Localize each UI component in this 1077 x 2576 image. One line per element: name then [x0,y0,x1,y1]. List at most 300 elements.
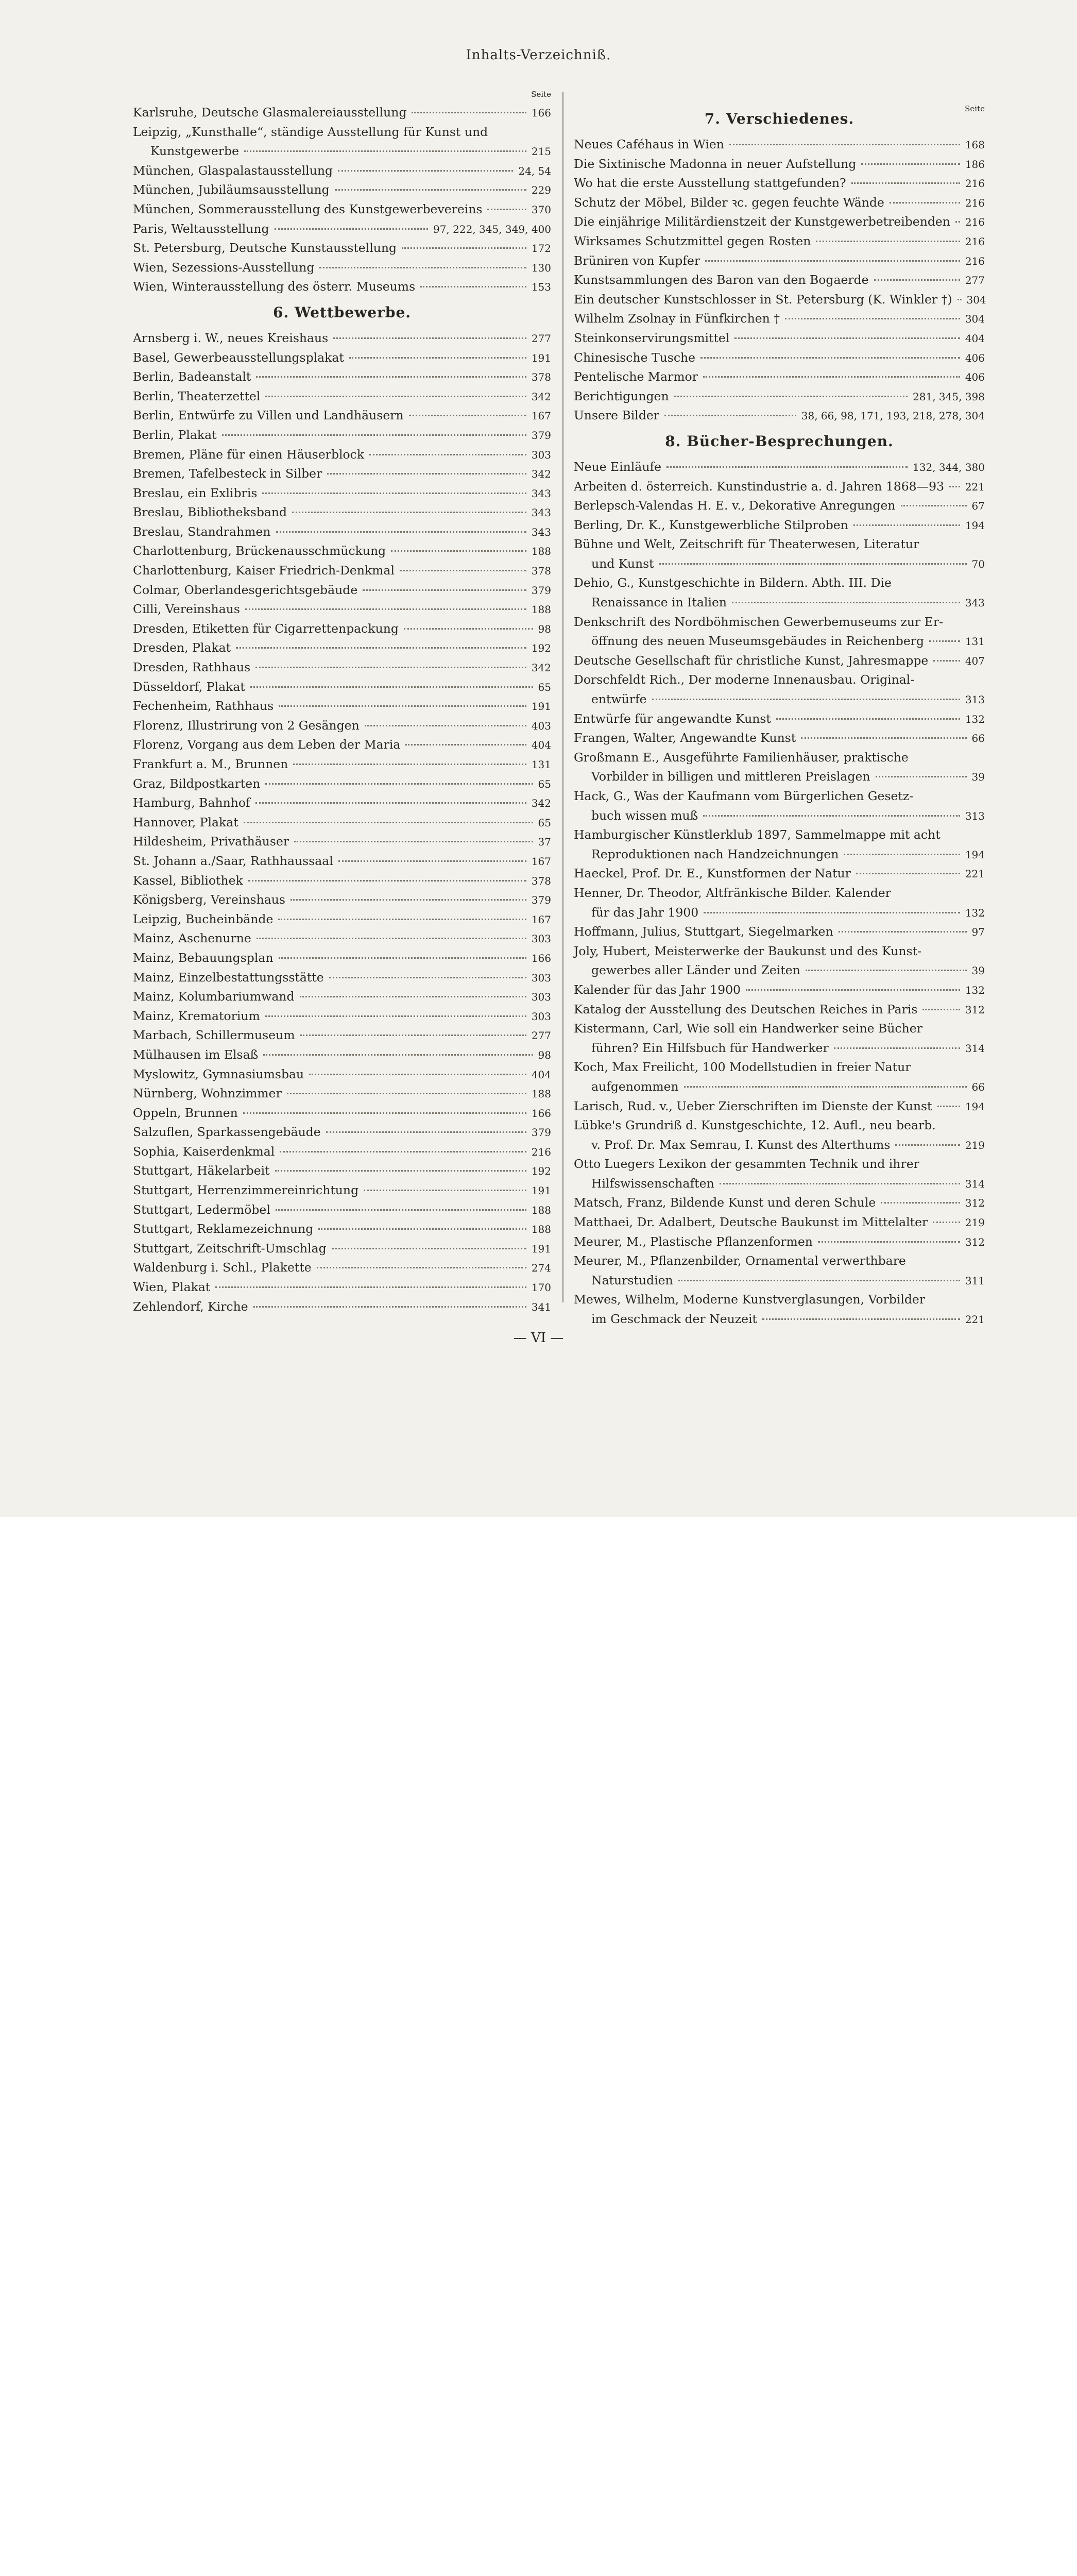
index-entry [574,270,985,290]
entry-title: Stuttgart, Häkelarbeit [133,1163,270,1178]
entry-title: München, Jubiläumsausstellung [133,182,330,197]
index-entry [133,832,551,852]
index-entry [133,910,551,929]
entry-title: entwürfe [591,692,647,707]
entry-page-ref: 191 [531,1184,551,1197]
index-entry [574,406,985,426]
entry-title: buch wissen muß [591,808,698,823]
index-entry [133,890,551,910]
index-entry [133,600,551,619]
dot-leader [333,337,526,339]
index-entry [133,387,551,406]
index-entry [133,348,551,368]
index-entry [574,593,985,613]
dot-leader [785,318,960,319]
entry-page-ref: 343 [531,526,551,538]
entry-title: Wilhelm Zsolnay in Fünfkirchen † [574,311,780,326]
entry-page-ref: 341 [531,1300,551,1313]
entry-title: Graz, Bildpostkarten [133,776,261,791]
dot-leader [276,531,526,533]
index-entry [133,277,551,297]
entry-page-ref: 97, 222, 345, 349, 400 [433,223,551,235]
entry-page-ref: 221 [965,480,985,493]
dot-leader [318,1228,526,1230]
dot-leader [255,802,526,804]
entry-page-ref: 39 [971,771,985,784]
entry-page-ref: 370 [531,203,551,216]
index-entry [574,942,985,961]
index-entry [574,748,985,768]
entry-title: Pentelische Marmor [574,369,698,384]
entry-title: Mewes, Wilhelm, Moderne Kunstverglasungen, Vorbilder [574,1292,926,1307]
index-entry [133,987,551,1007]
entry-page-ref: 303 [531,1010,551,1023]
index-entry [133,1104,551,1123]
index-entry [574,787,985,806]
entry-page-ref: 312 [965,1197,985,1210]
section-heading: 8. Bücher-Besprechungen. [665,432,894,450]
entry-title: Cilli, Vereinshaus [133,602,240,617]
dot-leader [326,1131,526,1133]
index-entry [574,884,985,903]
entry-page-ref: 37 [538,836,551,849]
dot-leader [236,647,526,649]
entry-page-ref: 168 [965,139,985,151]
index-entry [574,193,985,213]
index-entry [133,1297,551,1317]
index-entry [133,871,551,891]
dot-leader [290,899,526,901]
index-entry [574,1193,985,1213]
entry-title: Reproduktionen nach Handzeichnungen [591,846,839,861]
index-entry [133,426,551,445]
index-entry [574,1136,985,1155]
dot-leader [294,841,533,842]
entry-title: Dorschfeldt Rich., Der moderne Innenausbau. Original- [574,672,915,687]
page-title: Inhalts-Verzeichniß. [466,47,611,63]
dot-leader [245,608,526,610]
dot-leader [659,563,967,565]
entry-title: Kunstsammlungen des Baron van den Bogaerde [574,273,869,287]
index-entry [133,735,551,755]
entry-title: v. Prof. Dr. Max Semrau, I. Kunst des Alterthums [591,1137,891,1152]
entry-page-ref: 132 [965,906,985,919]
entry-page-ref: 216 [965,216,985,229]
entry-page-ref: 191 [531,700,551,713]
index-entry [574,1155,985,1174]
index-entry [133,793,551,813]
dot-leader [215,1286,526,1288]
index-entry [574,709,985,729]
entry-title: Hamburg, Bahnhof [133,795,250,810]
entry-title: Paris, Weltausstellung [133,221,269,236]
index-entry [574,212,985,232]
dot-leader [762,1318,960,1320]
entry-page-ref: 219 [965,1216,985,1229]
entry-title: Lübke's Grundriß d. Kunstgeschichte, 12. Aufl., neu bearb. [574,1118,936,1133]
index-entry [574,864,985,884]
dot-leader [412,112,526,113]
entry-page-ref: 304 [965,313,985,326]
dot-leader [319,267,526,268]
entry-title: Florenz, Illustrirung von 2 Gesängen [133,718,360,733]
entry-page-ref: 229 [531,184,551,197]
entry-page-ref: 216 [965,235,985,248]
entry-page-ref: 191 [531,1242,551,1255]
entry-page-ref: 132, 344, 380 [913,461,985,473]
entry-title: Nürnberg, Wohnzimmer [133,1086,282,1101]
index-entry [133,1142,551,1162]
entry-page-ref: 277 [965,274,985,287]
entry-title: Düsseldorf, Plakat [133,679,245,694]
dot-leader [265,396,526,397]
index-entry [133,697,551,716]
index-entry [133,1200,551,1220]
entry-page-ref: 303 [531,991,551,1004]
dot-leader [851,182,960,184]
entry-title: Berlin, Plakat [133,427,217,442]
index-entry [133,1239,551,1259]
dot-leader [279,705,526,707]
column-divider [562,92,563,1302]
dot-leader [263,1054,533,1056]
entry-title: Vorbilder in billigen und mittleren Preislagen [591,769,870,784]
entry-title: Denkschrift des Nordböhmischen Gewerbemuseums zur Er- [574,614,944,629]
entry-page-ref: 215 [531,145,551,158]
entry-page-ref: 216 [965,177,985,190]
dot-leader [327,473,526,474]
dot-leader [292,512,526,513]
dot-leader [700,357,960,359]
entry-title: Großmann E., Ausgeführte Familienhäuser, praktische [574,750,909,765]
entry-page-ref: 167 [531,410,551,422]
index-entry [133,200,551,219]
entry-page-ref: 342 [531,468,551,481]
dot-leader [703,376,960,378]
index-entry [574,290,985,310]
entry-title: Dehio, G., Kunstgeschichte in Bildern. Abth. III. Die [574,575,892,590]
entry-page-ref: 188 [531,545,551,558]
index-entry [133,1278,551,1297]
entry-page-ref: 192 [531,642,551,655]
entry-page-ref: 153 [531,281,551,294]
entry-page-ref: 172 [531,242,551,255]
entry-title: Dresden, Etiketten für Cigarrettenpackung [133,621,399,636]
entry-title: Arbeiten d. österreich. Kunstindustrie a. d. Jahren 1868—93 [574,479,945,494]
dot-leader [391,550,526,552]
index-entry [574,825,985,845]
index-entry [133,1045,551,1065]
entry-title: Die einjährige Militärdienstzeit der Kunstgewerbetreibenden [574,214,950,229]
dot-leader [806,970,967,971]
entry-title: Berlin, Theaterzettel [133,388,261,403]
entry-title: Hamburgischer Künstlerklub 1897, Sammelmappe mit acht [574,827,941,842]
entry-title: gewerbes aller Länder und Zeiten [591,963,800,978]
entry-title: München, Glaspalastausstellung [133,163,333,178]
index-entry [133,813,551,833]
dot-leader [300,996,526,997]
entry-page-ref: 194 [965,848,985,861]
entry-page-ref: 166 [531,1107,551,1120]
dot-leader [955,221,960,223]
index-entry [133,239,551,258]
dot-leader [876,776,967,777]
entry-page-ref: 188 [531,603,551,616]
entry-page-ref: 379 [531,584,551,597]
dot-leader [933,1222,960,1223]
entry-title: Brüniren von Kupfer [574,253,700,268]
entry-page-ref: 188 [531,1204,551,1216]
index-entry [133,142,551,161]
entry-title: St. Petersburg, Deutsche Kunstausstellung [133,241,397,256]
dot-leader [279,957,526,959]
dot-leader [776,718,960,720]
index-entry [133,445,551,465]
entry-title: Katalog der Ausstellung des Deutschen Reiches in Paris [574,1002,918,1016]
entry-page-ref: 343 [965,597,985,609]
index-entry [574,767,985,787]
entry-title: Hilfswissenschaften [591,1176,714,1191]
dot-leader [369,454,526,455]
index-column-left [133,103,551,1316]
entry-title: Neues Caféhaus in Wien [574,137,724,151]
dot-leader [895,1144,960,1146]
dot-leader [732,602,960,603]
entry-page-ref: 216 [965,196,985,209]
index-entry [133,755,551,774]
index-entry [574,496,985,516]
entry-title: Breslau, ein Exlibris [133,485,258,500]
index-entry [574,387,985,406]
index-entry [574,477,985,497]
entry-page-ref: 188 [531,1223,551,1236]
entry-page-ref: 379 [531,894,551,907]
dot-leader [317,1267,526,1268]
entry-title: Frangen, Walter, Angewandte Kunst [574,731,796,745]
entry-page-ref: 379 [531,1126,551,1139]
index-entry [574,1232,985,1252]
dot-leader [678,1280,960,1281]
entry-page-ref: 311 [965,1274,985,1287]
entry-page-ref: 378 [531,371,551,384]
entry-page-ref: 216 [965,255,985,267]
entry-title: Waldenburg i. Schl., Plakette [133,1260,312,1275]
index-entry [574,1097,985,1116]
dot-leader [222,434,526,436]
entry-page-ref: 403 [531,719,551,732]
dot-leader [275,1170,526,1172]
entry-page-ref: 131 [531,758,551,771]
dot-leader [901,505,967,506]
entry-page-ref: 130 [531,261,551,274]
entry-page-ref: 343 [531,487,551,500]
entry-title: aufgenommen [591,1079,679,1094]
dot-leader [293,764,526,765]
index-entry [574,1174,985,1194]
dot-leader [287,1093,526,1094]
index-entry [133,123,551,142]
index-entry [574,174,985,193]
entry-page-ref: 132 [965,713,985,725]
dot-leader [746,989,960,991]
dot-leader [332,1248,526,1249]
entry-page-ref: 98 [538,1048,551,1061]
index-entry [574,1310,985,1329]
index-entry [574,613,985,632]
entry-page-ref: 39 [971,964,985,977]
dot-leader [652,699,960,700]
entry-page-ref: 406 [965,351,985,364]
dot-leader [801,737,966,739]
dot-leader [405,744,526,745]
dot-leader [703,815,960,817]
entry-title: Berlin, Entwürfe zu Villen und Landhäusern [133,408,404,423]
index-entry [133,1161,551,1181]
entry-page-ref: 314 [965,1042,985,1055]
index-entry [574,573,985,593]
dot-leader [922,1009,960,1010]
entry-title: Breslau, Bibliotheksband [133,505,287,520]
entry-page-ref: 66 [971,1080,985,1093]
index-entry [574,1213,985,1232]
dot-leader [363,589,526,591]
index-entry [133,367,551,387]
index-entry [133,484,551,503]
entry-title: Larisch, Rud. v., Ueber Zierschriften im Dienste der Kunst [574,1098,932,1113]
dot-leader [250,686,533,688]
entry-page-ref: 170 [531,1281,551,1294]
dot-leader [684,1086,967,1088]
entry-title: Koch, Max Freilicht, 100 Modellstudien in freier Natur [574,1060,911,1075]
entry-title: Ein deutscher Kunstschlosser in St. Petersburg (K. Winkler †) [574,292,952,307]
entry-title: und Kunst [591,556,654,571]
entry-title: Haeckel, Prof. Dr. E., Kunstformen der Natur [574,866,851,881]
entry-title: Henner, Dr. Theodor, Altfränkische Bilder. Kalender [574,885,891,900]
index-entry [574,1039,985,1058]
entry-title: Wien, Sezessions-Ausstellung [133,260,315,275]
index-entry [133,180,551,200]
entry-title: Mainz, Bebauungsplan [133,950,273,965]
index-entry [133,716,551,736]
index-entry [133,464,551,484]
entry-title: führen? Ein Hilfsbuch für Handwerker [591,1040,829,1055]
dot-leader [365,725,526,726]
dot-leader [890,202,960,204]
entry-title: Hannover, Plakat [133,815,238,829]
dot-leader [338,860,526,862]
digitization-footer [0,1517,1077,1560]
entry-title: Stuttgart, Zeitschrift-Umschlag [133,1241,327,1256]
entry-page-ref: 131 [965,635,985,648]
page-column-label-right: Seite [965,104,985,113]
index-entry [133,1258,551,1278]
index-entry [574,1019,985,1039]
entry-title: Leipzig, Bucheinbände [133,911,273,926]
entry-title: Marbach, Schillermuseum [133,1028,295,1043]
entry-title: Stuttgart, Reklamezeichnung [133,1222,314,1236]
entry-title: Breslau, Standrahmen [133,524,271,539]
entry-title: Dresden, Plakat [133,640,231,655]
entry-title: Wirksames Schutzmittel gegen Rosten [574,233,811,248]
entry-page-ref: 342 [531,390,551,403]
index-entry [574,535,985,554]
entry-title: Wien, Plakat [133,1280,211,1295]
entry-page-ref: 378 [531,874,551,887]
entry-page-ref: 221 [965,1313,985,1326]
index-entry [574,1116,985,1136]
dot-leader [839,931,967,933]
dot-leader [861,163,960,165]
page-column-label-left: Seite [531,90,551,99]
entry-title: Karlsruhe, Deutsche Glasmalereiausstellung [133,105,407,120]
entry-title: Meurer, M., Pflanzenbilder, Ornamental verwerthbare [574,1253,906,1268]
entry-title: Berlepsch-Valendas H. E. v., Dekorative Anregungen [574,498,896,513]
entry-page-ref: 343 [531,506,551,519]
entry-title: Colmar, Oberlandesgerichtsgebäude [133,582,358,597]
entry-page-ref: 313 [965,693,985,706]
entry-page-ref: 24, 54 [518,164,551,177]
dot-leader [278,919,526,920]
index-entry [574,251,985,271]
dot-leader [262,493,526,494]
index-entry [574,516,985,535]
entry-title: Kassel, Bibliothek [133,873,243,888]
entry-title: Bühne und Welt, Zeitschrift für Theaterwesen, Literatur [574,537,919,552]
entry-title: Renaissance in Italien [591,595,727,610]
entry-page-ref: 277 [531,1029,551,1042]
index-entry [133,948,551,968]
index-entry [133,541,551,561]
entry-page-ref: 66 [971,732,985,745]
dot-leader [256,376,526,378]
dot-leader [816,241,960,242]
dot-leader [929,640,960,642]
entry-title: Wien, Winterausstellung des österr. Museums [133,279,416,294]
index-entry [133,1219,551,1239]
index-entry [574,961,985,980]
dot-leader [404,628,533,630]
entry-page-ref: 379 [531,429,551,442]
index-entry [133,1181,551,1200]
index-entry [574,348,985,368]
entry-page-ref: 303 [531,971,551,984]
entry-title: Arnsberg i. W., neues Kreishaus [133,330,329,345]
entry-title: Berichtigungen [574,388,669,403]
index-entry [574,922,985,942]
index-entry [574,1077,985,1097]
dot-leader [856,873,960,874]
entry-title: Charlottenburg, Kaiser Friedrich-Denkmal [133,563,395,578]
entry-page-ref: 281, 345, 398 [913,390,985,403]
dot-leader [300,1035,526,1036]
dot-leader [244,822,533,823]
entry-page-ref: 303 [531,933,551,945]
entry-title: Berling, Dr. K., Kunstgewerbliche Stilproben [574,517,848,532]
index-entry [574,980,985,1000]
index-entry [133,103,551,123]
dot-leader [818,1241,960,1243]
entry-title: Dresden, Rathhaus [133,660,251,675]
dot-leader [409,415,526,416]
section-heading: 7. Verschiedenes. [704,110,854,127]
dot-leader [349,357,526,359]
dot-leader [853,524,960,526]
entry-title: Leipzig, „Kunsthalle“, ständige Ausstellung für Kunst und [133,124,488,139]
entry-title: Chinesische Tusche [574,350,696,365]
entry-page-ref: 342 [531,797,551,810]
entry-page-ref: 188 [531,1088,551,1100]
entry-page-ref: 406 [965,371,985,384]
